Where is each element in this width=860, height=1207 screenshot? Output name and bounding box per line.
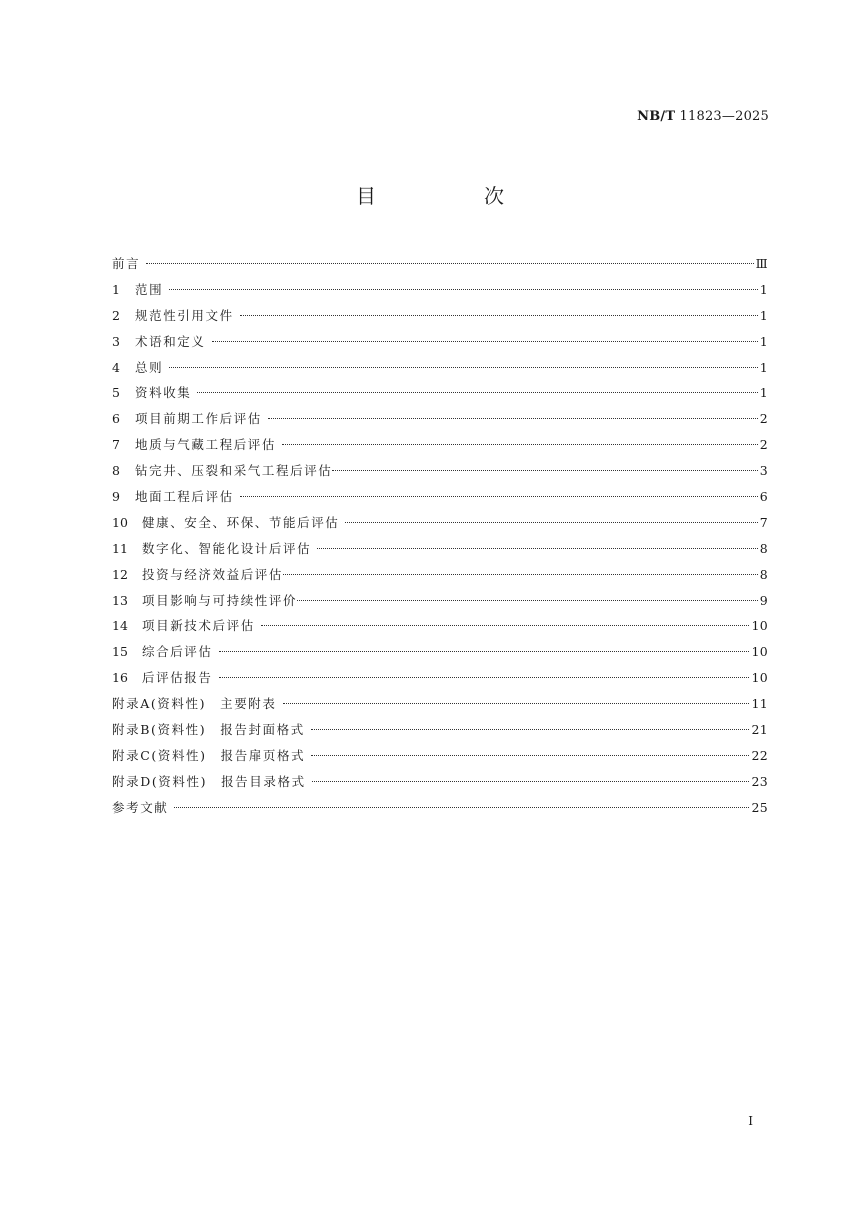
toc-leader-dots (169, 289, 758, 290)
toc-entry[interactable] (112, 280, 768, 306)
toc-entry[interactable] (112, 254, 768, 280)
toc-page-number: 22 (751, 747, 768, 763)
toc-entry-label (142, 616, 255, 636)
toc-entry[interactable] (112, 616, 768, 642)
toc-entry[interactable] (112, 461, 768, 487)
toc-entry-title: 总则 (135, 359, 164, 375)
toc-entry-title: 参考文献 (112, 799, 169, 815)
toc-entry-title: 钻完井、压裂和采气工程后评估 (135, 463, 333, 479)
toc-entry-label (135, 358, 163, 378)
page-number: Ⅰ (748, 1114, 753, 1128)
toc-entry-title: 附录A(资料性) (112, 696, 207, 712)
toc-entry-number: 9 (112, 489, 120, 505)
toc-entry[interactable] (112, 591, 768, 617)
toc-page-number: 1 (759, 333, 768, 349)
toc-entry-label (142, 513, 339, 533)
toc-leader-dots (268, 418, 758, 419)
toc-entry-title: 资料收集 (135, 385, 192, 401)
toc-entry-number: 10 (112, 514, 128, 530)
toc-entry-title: 项目影响与可持续性评价 (142, 592, 298, 608)
toc-entry-label (142, 642, 213, 662)
toc-entry-label (135, 409, 262, 429)
toc-entry-label (112, 798, 168, 818)
toc-entry-title: 健康、安全、环保、节能后评估 (142, 514, 340, 530)
toc-entry-label (142, 591, 297, 611)
toc-entry-number: 15 (112, 644, 128, 660)
toc-entry-title: 地质与气藏工程后评估 (135, 437, 277, 453)
toc-entry-label (135, 487, 234, 507)
toc-entry[interactable] (112, 435, 768, 461)
toc-entry-title: 项目前期工作后评估 (135, 411, 262, 427)
toc-leader-dots (212, 341, 758, 342)
toc-entry-title: 后评估报告 (142, 670, 213, 686)
toc-entry-label (142, 539, 311, 559)
toc-leader-dots (332, 470, 757, 471)
toc-entry-title: 数字化、智能化设计后评估 (142, 540, 312, 556)
toc-entry-title: 规范性引用文件 (135, 307, 234, 323)
toc-entry-number: 11 (112, 540, 128, 556)
toc-entry-number: 16 (112, 670, 128, 686)
toc-entry-number: 3 (112, 333, 120, 349)
toc-page-number: 6 (759, 489, 768, 505)
toc-leader-dots (146, 263, 753, 264)
toc-entry-label (135, 306, 234, 326)
toc-page-number: 8 (759, 540, 768, 556)
toc-entry-title: 项目新技术后评估 (142, 618, 255, 634)
toc-leader-dots (312, 781, 750, 782)
toc-entry[interactable] (112, 565, 768, 591)
toc-entry[interactable] (112, 487, 768, 513)
toc-leader-dots (219, 651, 750, 652)
toc-entry-label (142, 668, 213, 688)
toc-entry-title: 附录D(资料性) (112, 773, 208, 789)
toc-leader-dots (283, 574, 758, 575)
toc-entry-number: 4 (112, 359, 120, 375)
toc-leader-dots (174, 807, 749, 808)
toc-entry[interactable] (112, 539, 768, 565)
toc-page-number: 1 (759, 281, 768, 297)
toc-leader-dots (240, 315, 758, 316)
toc-annex-title: 主要附表 (220, 696, 277, 712)
toc-page-number: 10 (751, 618, 768, 634)
toc-entry[interactable] (112, 513, 768, 539)
toc-entry[interactable] (112, 409, 768, 435)
toc-page-number: 2 (759, 411, 768, 427)
toc-page-number: 11 (751, 696, 768, 712)
toc-entry[interactable] (112, 668, 768, 694)
toc-entry-number: 8 (112, 463, 120, 479)
toc-entry-label (112, 720, 305, 740)
toc-entry[interactable] (112, 746, 768, 772)
toc-leader-dots (261, 625, 750, 626)
toc-leader-dots (317, 548, 758, 549)
toc-entry-label (135, 280, 163, 300)
toc-entry-number: 7 (112, 437, 120, 453)
toc-page-number: 2 (759, 437, 768, 453)
toc-page-number: 21 (751, 722, 768, 738)
toc-entry-label (135, 435, 276, 455)
toc-annex-title: 报告目录格式 (221, 773, 306, 789)
toc-page-number: 1 (759, 307, 768, 323)
toc-leader-dots (219, 677, 750, 678)
page-title: 目 次 (356, 184, 548, 208)
toc-entry-number: 12 (112, 566, 128, 582)
toc-page-number: 9 (759, 592, 768, 608)
toc-entry[interactable] (112, 383, 768, 409)
toc-entry-title: 附录C(资料性) (112, 747, 207, 763)
toc-entry-label (112, 694, 277, 714)
toc-entry-label (142, 565, 283, 585)
toc-entry-label (112, 746, 305, 766)
toc-page-number: 3 (759, 463, 768, 479)
toc-entry-label (135, 383, 191, 403)
toc-annex-title: 报告封面格式 (220, 722, 305, 738)
toc-entry-number: 14 (112, 618, 128, 634)
table-of-contents (112, 254, 768, 824)
toc-page-number: 25 (751, 799, 768, 815)
toc-leader-dots (311, 755, 749, 756)
toc-annex-title: 报告扉页格式 (220, 747, 306, 763)
standard-prefix: NB/T (637, 109, 676, 124)
toc-leader-dots (297, 600, 758, 601)
toc-entry-title: 前言 (112, 256, 141, 271)
toc-entry[interactable] (112, 642, 768, 668)
toc-entry[interactable] (112, 798, 768, 824)
toc-entry-number: 13 (112, 592, 128, 608)
standard-number (637, 109, 769, 124)
toc-leader-dots (240, 496, 758, 497)
toc-entry[interactable] (112, 358, 768, 384)
toc-entry-title: 附录B(资料性) (112, 722, 207, 738)
toc-entry-number: 2 (112, 307, 120, 323)
toc-entry-title: 范围 (135, 281, 164, 297)
toc-entry-title: 地面工程后评估 (135, 489, 234, 505)
toc-entry-label (135, 332, 206, 352)
toc-entry-number: 1 (112, 281, 120, 297)
toc-entry[interactable] (112, 332, 768, 358)
toc-entry-label (112, 772, 306, 792)
toc-page-number: 10 (751, 644, 768, 660)
toc-page-number: 1 (759, 359, 768, 375)
standard-code: 11823—2025 (679, 109, 769, 124)
toc-entry[interactable] (112, 306, 768, 332)
toc-leader-dots (283, 703, 750, 704)
toc-entry-label (135, 461, 332, 481)
toc-page-number: 23 (751, 773, 768, 789)
toc-leader-dots (197, 392, 757, 393)
toc-page-number: 10 (751, 670, 768, 686)
toc-entry[interactable] (112, 720, 768, 746)
toc-entry-title: 投资与经济效益后评估 (142, 566, 284, 582)
toc-entry-title: 术语和定义 (135, 333, 206, 349)
toc-entry-label (112, 254, 140, 274)
toc-entry-number: 5 (112, 385, 120, 401)
toc-leader-dots (282, 444, 758, 445)
toc-leader-dots (311, 729, 750, 730)
toc-entry-title: 综合后评估 (142, 644, 213, 660)
toc-entry[interactable] (112, 694, 768, 720)
toc-leader-dots (345, 522, 757, 523)
toc-page-number: 1 (759, 385, 768, 401)
toc-page-number: 7 (759, 514, 768, 530)
toc-leader-dots (169, 367, 758, 368)
toc-entry-number: 6 (112, 411, 120, 427)
toc-entry[interactable] (112, 772, 768, 798)
toc-page-number: Ⅲ (755, 256, 768, 271)
toc-page-number: 8 (759, 566, 768, 582)
